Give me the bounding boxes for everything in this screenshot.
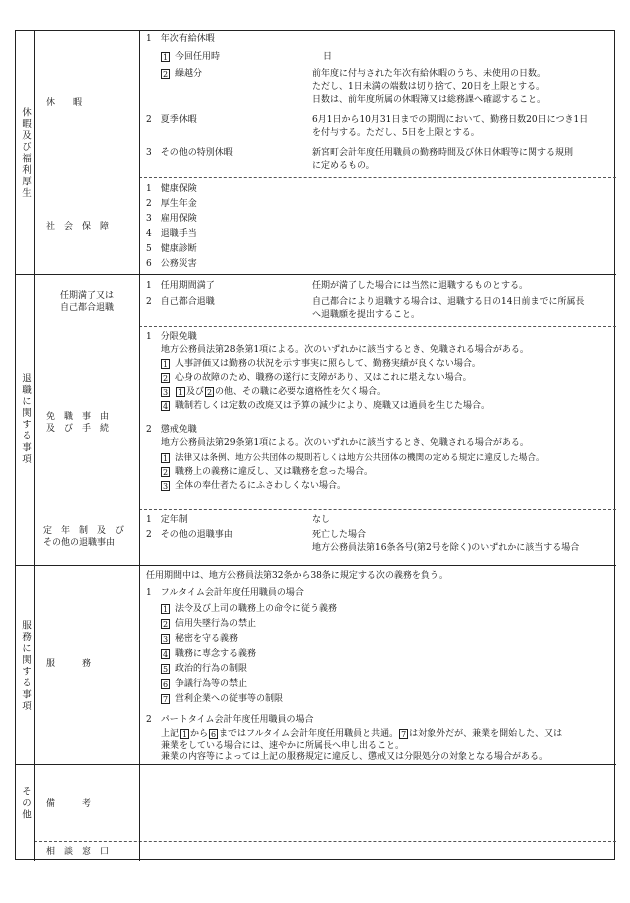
item-label-ninki-2: 自己都合退職 xyxy=(59,303,114,313)
dismissal-item xyxy=(161,372,472,384)
duty-text: は対象外だが、兼業を開始した、又は xyxy=(409,729,563,739)
row-divider xyxy=(139,509,616,510)
item-label-soudan: 相 談 窓 口 xyxy=(46,847,110,857)
duty-item xyxy=(161,678,247,690)
item-label-shakai: 社 会 保 障 xyxy=(46,222,110,232)
dismissal-item xyxy=(161,480,346,492)
duty-part-time-line-2: 兼業をしている場合には、速やかに所属長へ申し出ること。 xyxy=(161,741,405,751)
dismissal-item-text: 人事評価又は勤務の状況を示す事実に照らして、勤務実績が良くない場合。 xyxy=(175,359,481,369)
number-box: 3 xyxy=(162,634,169,644)
social-item: 2 厚生年金 xyxy=(146,199,197,209)
social-item: 4 退職手当 xyxy=(146,229,197,239)
item-label-teinen-1: 定 年 制 及 び xyxy=(43,526,125,536)
item-label-ninki-1: 任期満了又は xyxy=(59,291,114,301)
social-item: 3 雇用保険 xyxy=(146,214,197,224)
number-box: 2 xyxy=(206,387,213,397)
duty-item xyxy=(161,633,238,645)
retire-age-1-value: なし xyxy=(312,515,331,525)
duty-text: から xyxy=(190,729,209,739)
leave-sub-2 xyxy=(161,68,202,80)
leave-sub-1-value: 日 xyxy=(323,52,333,62)
section-label-retire: 退職に関する事項 xyxy=(20,373,31,465)
number-box: 6 xyxy=(162,679,169,689)
duty-item-text: 争議行為等の禁止 xyxy=(175,679,248,689)
number-box: 1 xyxy=(162,359,169,369)
retire-item-2-desc-2: へ退職願を提出すること。 xyxy=(312,310,421,320)
leave-heading-2: 2 夏季休暇 xyxy=(146,115,197,125)
document-table xyxy=(15,30,615,860)
number-box: 7 xyxy=(401,729,407,739)
item-label-teinen-2: その他の退職事由 xyxy=(43,538,116,548)
leave-heading-3: 3 その他の特別休暇 xyxy=(146,148,233,158)
number-box: 2 xyxy=(162,373,169,383)
duty-item-text: 法令及び上司の職務上の命令に従う義務 xyxy=(175,604,338,614)
retire-age-2-value-2: 地方公務員法第16条各号(第2号を除く)のいずれかに該当する場合 xyxy=(312,543,580,553)
leave-sub-2-desc-1: 前年度に付与された年次有給休暇のうち、未使用の日数。 xyxy=(312,69,547,79)
dismissal-item-text: の他、その職に必要な適格性を欠く場合。 xyxy=(215,387,387,397)
item-label-menshoku-1: 免 職 事 由 xyxy=(46,412,110,422)
duty-item xyxy=(161,603,337,615)
item-label-menshoku-2: 及 び 手 続 xyxy=(46,424,110,434)
duty-item-text: 職務に専念する義務 xyxy=(175,649,257,659)
duty-intro: 任用期間中は、地方公務員法第32条から38条に規定する次の義務を負う。 xyxy=(146,571,448,581)
duty-item-text: 政治的行為の制限 xyxy=(175,664,248,674)
dismissal-law-1: 地方公務員法第28条第1項による。次のいずれかに該当するとき、免職される場合がある。 xyxy=(161,345,529,355)
dismissal-item-text: 心身の故障のため、職務の遂行に支障があり、又はこれに堪えない場合。 xyxy=(175,373,472,383)
section-divider xyxy=(16,274,616,275)
duty-item-text: 信用失墜行為の禁止 xyxy=(175,619,257,629)
retire-item-2-desc-1: 自己都合により退職する場合は、退職する日の14日前までに所属長 xyxy=(312,297,585,307)
row-divider xyxy=(34,841,616,842)
column-divider xyxy=(34,31,35,861)
row-divider xyxy=(139,326,616,327)
number-box: 1 xyxy=(177,387,184,397)
social-item: 1 健康保険 xyxy=(146,184,197,194)
leave-heading-3-desc-2: に定めるもの。 xyxy=(312,161,375,171)
duty-item xyxy=(161,663,247,675)
item-label-fukumu: 服 務 xyxy=(46,659,92,669)
leave-sub-2-desc-3: 日数は、前年度所属の休暇簿又は総務課へ確認すること。 xyxy=(312,95,547,105)
dismissal-item-text: 全体の奉仕者たるにふさわしくない場合。 xyxy=(175,481,347,491)
leave-heading-2-desc-2: を付与する。ただし、5日を上限とする。 xyxy=(312,128,480,138)
number-box: 1 xyxy=(181,729,188,739)
leave-heading-1: 1 年次有給休暇 xyxy=(146,34,215,44)
leave-sub-1-label: 今回任用時 xyxy=(175,52,221,62)
number-box: 7 xyxy=(162,694,169,704)
number-box: 1 xyxy=(162,604,169,614)
section-divider xyxy=(16,565,616,566)
duty-text: まではフルタイム会計年度任用職員と共通。 xyxy=(219,729,399,739)
number-box: 2 xyxy=(162,467,169,477)
number-box: 5 xyxy=(162,664,169,674)
retire-item-1: 1 任用期間満了 xyxy=(146,281,215,291)
duty-heading-1: 1 フルタイム会計年度任用職員の場合 xyxy=(146,588,304,598)
dismissal-item-text: 職制若しくは定数の改廃又は予算の減少により、廃職又は過員を生じた場合。 xyxy=(175,401,491,411)
duty-item xyxy=(161,648,256,660)
leave-sub-2-desc-2: ただし、1日未満の端数は切り捨て、20日を上限とする。 xyxy=(312,82,545,92)
retire-item-2: 2 自己都合退職 xyxy=(146,297,215,307)
section-label-leave: 休暇及び福利厚生 xyxy=(20,107,31,199)
retire-age-2-value-1: 死亡した場合 xyxy=(312,530,367,540)
dismissal-item xyxy=(161,452,545,464)
duty-item xyxy=(161,618,256,630)
dismissal-heading-1: 1 分限免職 xyxy=(146,332,197,342)
section-divider xyxy=(16,764,616,765)
number-box: 3 xyxy=(162,481,169,491)
dismissal-item xyxy=(161,386,386,398)
number-box: 3 xyxy=(162,387,169,397)
number-box: 2 xyxy=(162,69,169,79)
leave-sub-2-label: 繰越分 xyxy=(175,69,203,79)
section-label-other: その他 xyxy=(20,786,31,821)
duty-item xyxy=(161,693,283,705)
leave-sub-1 xyxy=(161,51,220,63)
duty-heading-2: 2 パートタイム会計年度任用職員の場合 xyxy=(146,715,314,725)
leave-heading-3-desc-1: 新宮町会計年度任用職員の勤務時間及び休日休暇等に関する規則 xyxy=(312,148,574,158)
retire-item-1-desc: 任期が満了した場合には当然に退職するものとする。 xyxy=(312,281,529,291)
number-box: 2 xyxy=(162,619,169,629)
dismissal-item-text: 及び xyxy=(186,387,205,397)
leave-heading-2-desc-1: 6月1日から10月31日までの期間において、勤務日数20日につき1日 xyxy=(312,115,589,125)
retire-age-1: 1 定年制 xyxy=(146,515,188,525)
dismissal-item xyxy=(161,358,481,370)
duty-item-text: 営利企業への従事等の制限 xyxy=(175,694,284,704)
number-box: 4 xyxy=(162,401,169,411)
duty-text: 上記 xyxy=(161,729,180,739)
dismissal-item-text: 職務上の義務に違反し、又は職務を怠った場合。 xyxy=(175,467,374,477)
row-divider xyxy=(139,177,616,178)
duty-part-time-line-1 xyxy=(161,728,562,740)
dismissal-law-2: 地方公務員法第29条第1項による。次のいずれかに該当するとき、免職される場合がある。 xyxy=(161,438,529,448)
duty-item-text: 秘密を守る義務 xyxy=(175,634,239,644)
item-label-kyuka: 休 暇 xyxy=(46,98,83,108)
number-box: 1 xyxy=(162,52,169,62)
column-divider xyxy=(139,31,140,861)
dismissal-heading-2: 2 懲戒免職 xyxy=(146,425,197,435)
number-box: 6 xyxy=(210,729,217,739)
duty-part-time-line-3: 兼業の内容等によっては上記の服務規定に違反し、懲戒又は分限処分の対象となる場合がある。 xyxy=(161,752,549,762)
number-box: 1 xyxy=(162,453,169,463)
dismissal-item xyxy=(161,400,490,412)
social-item: 6 公務災害 xyxy=(146,259,197,269)
retire-age-2: 2 その他の退職事由 xyxy=(146,530,233,540)
number-box: 4 xyxy=(162,649,169,659)
social-item: 5 健康診断 xyxy=(146,244,197,254)
dismissal-item xyxy=(161,466,373,478)
section-label-duty: 服務に関する事項 xyxy=(20,620,31,712)
dismissal-item-text: 法律又は条例、地方公共団体の規則若しくは地方公共団体の機関の定める規定に違反した場合。 xyxy=(175,453,545,463)
item-label-biko: 備 考 xyxy=(46,799,92,809)
